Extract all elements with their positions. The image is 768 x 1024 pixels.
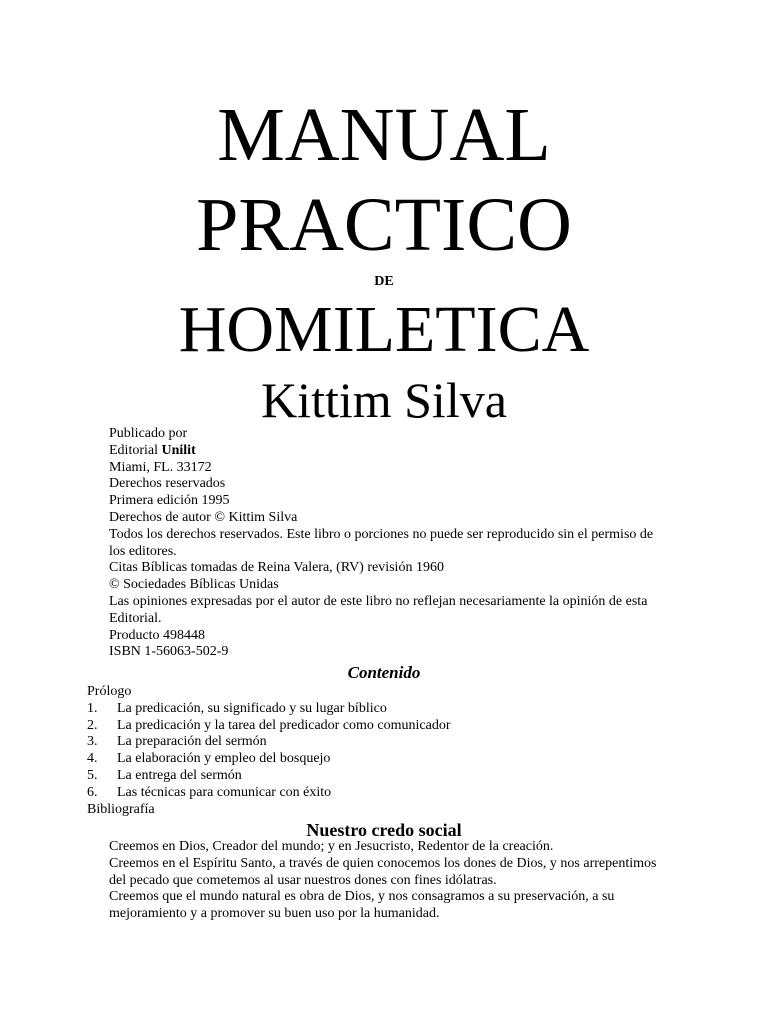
author-copyright: Derechos de autor © Kittim Silva <box>109 509 298 525</box>
toc-item-number: 5. <box>87 767 98 783</box>
title-line-practico: PRACTICO <box>196 183 572 267</box>
toc-prologue: Prólogo <box>87 684 132 699</box>
published-by: Publicado por <box>109 426 188 441</box>
edition: Primera edición 1995 <box>109 493 230 509</box>
title-line-homiletica: HOMILETICA <box>178 293 590 366</box>
toc-item-title: La predicación y la tarea del predicador como comunicador <box>117 717 451 733</box>
publication-info <box>109 426 669 661</box>
toc-item <box>87 768 647 785</box>
credo-body <box>109 839 659 923</box>
toc-item-number: 3. <box>87 734 98 750</box>
toc-item-number: 6. <box>87 784 98 800</box>
publisher-line <box>109 443 669 460</box>
table-of-contents <box>87 684 647 818</box>
toc-item <box>87 718 647 735</box>
bible-society: © Sociedades Bíblicas Unidas <box>109 577 279 593</box>
toc-item-title: La predicación, su significado y su lugar bíblico <box>117 700 387 716</box>
rights-notice: Todos los derechos reservados. Este libro o porciones no puede ser reproducido sin el permiso de los editores. <box>109 526 654 559</box>
contents-heading: Contenido <box>347 663 421 682</box>
credo-paragraph: Creemos que el mundo natural es obra de Dios, y nos consagramos a su preservación, a su mejoramiento y a promover su buen uso por la humanidad. <box>109 889 615 922</box>
toc-bibliography: Bibliografía <box>87 801 155 817</box>
bible-citations: Citas Bíblicas tomadas de Reina Valera, (RV) revisión 1960 <box>109 560 444 576</box>
toc-item-number: 2. <box>87 717 98 733</box>
credo-paragraph: Creemos en el Espíritu Santo, a través de quien conocemos los dones de Dios, y nos arrepentimos del pecado que cometemos al usar nuestros dones con fines idólatras. <box>109 855 657 888</box>
publisher-prefix: Editorial <box>109 442 162 458</box>
disclaimer: Las opiniones expresadas por el autor de este libro no reflejan necesariamente la opinión de esta Editorial. <box>109 593 648 626</box>
rights-reserved: Derechos reservados <box>109 476 226 492</box>
toc-item-title: La preparación del sermón <box>117 734 267 750</box>
isbn: ISBN 1-56063-502-9 <box>109 644 229 660</box>
publisher-name: Unilit <box>161 442 196 458</box>
toc-item <box>87 751 647 768</box>
publisher-city: Miami, FL. 33172 <box>109 459 212 475</box>
toc-item-number: 1. <box>87 700 98 716</box>
title-connector-de: DE <box>374 274 394 289</box>
toc-item <box>87 785 647 802</box>
toc-item-number: 4. <box>87 751 98 767</box>
toc-item-title: La entrega del sermón <box>117 767 242 783</box>
author-name: Kittim Silva <box>261 372 507 428</box>
toc-item-title: La elaboración y empleo del bosquejo <box>117 751 331 767</box>
toc-item <box>87 701 647 718</box>
product-number: Producto 498448 <box>109 627 206 643</box>
title-line-manual: MANUAL <box>217 93 551 177</box>
toc-item <box>87 734 647 751</box>
toc-item-title: Las técnicas para comunicar con éxito <box>117 784 332 800</box>
credo-heading: Nuestro credo social <box>306 820 462 840</box>
credo-paragraph: Creemos en Dios, Creador del mundo; y en Jesucristo, Redentor de la creación. <box>109 839 554 854</box>
